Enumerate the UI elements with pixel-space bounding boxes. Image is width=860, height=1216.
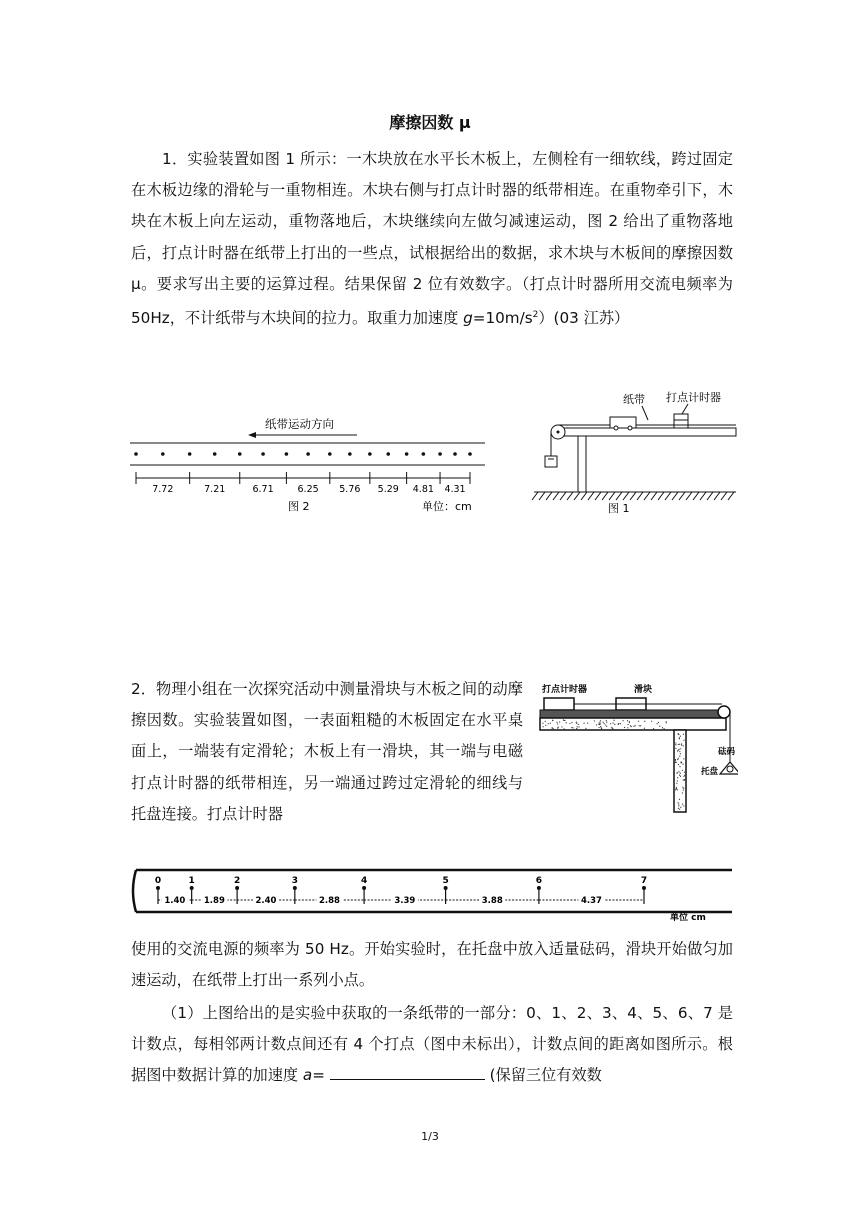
direction-arrowhead bbox=[248, 432, 256, 438]
speckle bbox=[677, 789, 678, 790]
hatch-line bbox=[595, 492, 601, 500]
timer-body bbox=[544, 698, 574, 710]
speckle bbox=[681, 743, 682, 744]
speckle bbox=[679, 744, 680, 745]
speckle bbox=[598, 724, 599, 725]
segment-dimensions bbox=[136, 472, 470, 495]
unit-label: 单位：cm bbox=[422, 500, 472, 513]
speckle bbox=[600, 723, 601, 724]
speckle bbox=[678, 771, 679, 772]
speckle bbox=[631, 726, 632, 727]
speckle bbox=[680, 748, 681, 749]
hatch-line bbox=[623, 492, 629, 500]
question-1-text: 1．实验装置如图 1 所示：一木块放在水平长木板上，左侧栓有一细软线，跨过固定在木板边缘的滑轮与一重物相连。木块右侧与打点计时器的纸带相连。在重物牵引下，木块在木板上向左运动，重物落地后，木块继续向左做匀减速运动，图 2 给出了重物落地后，打点计时器在纸带上打出的一些点，试根据给出的数据，求木块与木板间的摩擦因数 μ。要求写出主要的运算过程。结果保留 2 位有效数字。（打点计时器所用交流电频率为 50Hz，不计纸带与木块间的拉力。取重力加速度 $g=10m/s^2)(03$ 江苏） bbox=[131, 150, 733, 328]
tape-dot bbox=[213, 452, 217, 456]
figure-tape-2 bbox=[128, 864, 736, 926]
timer-body bbox=[674, 414, 688, 428]
speckle bbox=[683, 805, 684, 806]
wooden-block bbox=[610, 417, 636, 428]
block-label: 滑块 bbox=[634, 685, 653, 695]
speckle bbox=[677, 780, 678, 781]
block-wheel bbox=[628, 426, 632, 430]
speckle bbox=[677, 750, 678, 751]
tape-dot bbox=[348, 452, 352, 456]
texture-speckle bbox=[542, 719, 685, 809]
speckle bbox=[644, 721, 645, 722]
hatch-line bbox=[651, 492, 657, 500]
tape-dot bbox=[468, 452, 472, 456]
speckle bbox=[624, 727, 625, 728]
segment-value: 1.40 bbox=[164, 896, 186, 906]
speckle bbox=[564, 728, 565, 729]
tape-dot bbox=[422, 452, 426, 456]
weight-label: 砝码 bbox=[718, 747, 736, 757]
segment-value: 4.37 bbox=[580, 896, 602, 906]
speckle bbox=[678, 808, 679, 809]
speckle bbox=[572, 727, 573, 728]
hatch-line bbox=[567, 492, 573, 500]
speckle bbox=[676, 762, 677, 763]
speckle bbox=[563, 719, 564, 720]
speckle bbox=[680, 753, 681, 754]
hatch-line bbox=[560, 492, 566, 500]
speckle bbox=[627, 720, 628, 721]
count-point-dot bbox=[190, 886, 194, 890]
speckle bbox=[629, 721, 630, 722]
hatch-line bbox=[630, 492, 636, 500]
count-point-label: 1 bbox=[188, 876, 195, 886]
speckle bbox=[627, 727, 628, 728]
speckle bbox=[662, 727, 663, 728]
speckle bbox=[677, 802, 678, 803]
speckle bbox=[557, 723, 558, 724]
speckle bbox=[683, 734, 684, 735]
speckle bbox=[680, 773, 681, 774]
tape-dot bbox=[438, 452, 442, 456]
hatch-line bbox=[707, 492, 713, 500]
hatch-line bbox=[644, 492, 650, 500]
speckle bbox=[684, 779, 685, 780]
hatch-line bbox=[609, 492, 615, 500]
speckle bbox=[666, 722, 667, 723]
speckle bbox=[677, 772, 678, 773]
speckle bbox=[676, 788, 677, 789]
tape-dot bbox=[134, 452, 138, 456]
speckle bbox=[559, 721, 560, 722]
speckle bbox=[679, 799, 680, 800]
figure-1-apparatus bbox=[530, 384, 740, 518]
speckle bbox=[666, 721, 667, 722]
count-point-dot bbox=[444, 886, 448, 890]
segment-value: 2.88 bbox=[318, 896, 340, 906]
speckle bbox=[613, 722, 614, 723]
speckle bbox=[638, 721, 639, 722]
speckle bbox=[679, 775, 680, 776]
speckle bbox=[614, 724, 615, 725]
answer-blank[interactable] bbox=[330, 1061, 485, 1080]
figure-3-apparatus bbox=[538, 680, 738, 814]
speckle bbox=[633, 726, 634, 727]
speckle bbox=[678, 744, 679, 745]
tape-dot bbox=[328, 452, 332, 456]
hatch-line bbox=[602, 492, 608, 500]
tape-dot bbox=[285, 452, 289, 456]
hatch-line bbox=[693, 492, 699, 500]
speckle bbox=[644, 728, 645, 729]
hatch-line bbox=[700, 492, 706, 500]
tape-label: 纸带 bbox=[623, 393, 645, 406]
speckle bbox=[640, 725, 641, 726]
count-point-label: 0 bbox=[154, 876, 162, 886]
segment-value: 7.72 bbox=[152, 484, 174, 495]
speckle bbox=[598, 727, 599, 728]
speckle bbox=[571, 727, 572, 728]
segment-value: 2.40 bbox=[255, 896, 277, 906]
segment-value: 5.29 bbox=[377, 484, 399, 495]
segment-value: 6.25 bbox=[297, 484, 319, 495]
speckle bbox=[604, 723, 605, 724]
speckle bbox=[627, 724, 628, 725]
hatch-line bbox=[665, 492, 671, 500]
segment-value: 3.39 bbox=[394, 896, 416, 906]
speckle bbox=[681, 761, 682, 762]
speckle bbox=[679, 809, 680, 810]
table-leg bbox=[578, 436, 586, 492]
hatch-line bbox=[532, 492, 538, 500]
speckle bbox=[576, 723, 577, 724]
speckle bbox=[605, 724, 606, 725]
question-2-text-continued: 使用的交流电源的频率为 50 Hz。开始实验时，在托盘中放入适量砝码，滑块开始做匀加速运动，在纸带上打出一系列小点。 bbox=[131, 940, 733, 990]
speckle bbox=[635, 725, 636, 726]
speckle bbox=[594, 720, 595, 721]
segment-value: 5.76 bbox=[339, 484, 361, 495]
speckle bbox=[600, 720, 601, 721]
segment-value: 6.71 bbox=[252, 484, 274, 495]
speckle bbox=[599, 721, 600, 722]
speckle bbox=[678, 803, 679, 804]
tape-dots bbox=[134, 452, 472, 456]
timer-label: 打点计时器 bbox=[666, 391, 721, 404]
speckle bbox=[675, 759, 676, 760]
pulley-axle bbox=[557, 431, 560, 434]
question-2-part-1: （1）上图给出的是实验中获取的一条纸带的一部分：0、1、2、3、4、5、6、7 是计数点，每相邻两计数点间还有 4 个打点（图中未标出），计数点间的距离如图所示。根据图中数据计算的加速度 a= (保留三位有效数 bbox=[131, 1004, 733, 1085]
ground-hatching bbox=[532, 492, 734, 500]
speckle bbox=[659, 726, 660, 727]
tape-dot bbox=[386, 452, 390, 456]
speckle bbox=[676, 787, 677, 788]
speckle bbox=[683, 758, 684, 759]
speckle bbox=[677, 759, 678, 760]
speckle bbox=[620, 723, 621, 724]
speckle bbox=[675, 748, 676, 749]
speckle bbox=[548, 723, 549, 724]
speckle bbox=[677, 777, 678, 778]
hatch-line bbox=[679, 492, 685, 500]
speckle bbox=[681, 745, 682, 746]
count-point-label: 6 bbox=[535, 876, 543, 886]
speckle bbox=[587, 723, 588, 724]
question-2-text: 2．物理小组在一次探究活动中测量滑块与木板之间的动摩擦因数。实验装置如图，一表面粗糙的木板固定在水平桌面上，一端装有定滑轮；木板上有一滑块，其一端与电磁打点计时器的纸带相连，另一端通过跨过定滑轮的细线与托盘连接。打点计时器 bbox=[131, 680, 523, 823]
count-point-dot bbox=[293, 886, 297, 890]
page-number: 1/3 bbox=[421, 1130, 439, 1143]
weight-piece bbox=[727, 766, 733, 772]
table-top bbox=[540, 718, 726, 730]
speckle bbox=[551, 727, 552, 728]
speckle bbox=[613, 720, 614, 721]
speckle bbox=[679, 755, 680, 756]
count-point-label: 5 bbox=[442, 876, 449, 886]
speckle bbox=[578, 726, 579, 727]
timer-label: 打点计时器 bbox=[542, 685, 588, 695]
hatch-line bbox=[672, 492, 678, 500]
speckle bbox=[675, 742, 676, 743]
speckle bbox=[683, 779, 684, 780]
speckle bbox=[682, 792, 683, 793]
count-point-dot bbox=[642, 886, 646, 890]
tape-dot bbox=[261, 452, 265, 456]
speckle bbox=[679, 738, 680, 739]
hanging-weight bbox=[545, 456, 557, 467]
speckle bbox=[675, 789, 676, 790]
speckle bbox=[577, 726, 578, 727]
speckle bbox=[553, 728, 554, 729]
hatch-line bbox=[728, 492, 734, 500]
speckle bbox=[603, 722, 604, 723]
pulley bbox=[718, 706, 730, 718]
tape-dot bbox=[405, 452, 409, 456]
direction-label: 纸带运动方向 bbox=[265, 417, 334, 431]
tape-dot bbox=[453, 452, 457, 456]
unit-label: 单位 cm bbox=[670, 913, 706, 923]
speckle bbox=[683, 789, 684, 790]
hatch-line bbox=[714, 492, 720, 500]
speckle bbox=[618, 724, 619, 725]
count-point-dot bbox=[156, 886, 160, 890]
tray-label: 托盘 bbox=[701, 767, 719, 777]
block-wheel bbox=[614, 426, 618, 430]
hatch-line bbox=[616, 492, 622, 500]
speckle bbox=[680, 776, 681, 777]
figure-2-caption: 图 2 bbox=[288, 500, 310, 513]
speckle bbox=[680, 807, 681, 808]
wooden-board bbox=[558, 428, 736, 436]
figure-2-tape bbox=[120, 408, 490, 518]
speckle bbox=[684, 772, 685, 773]
count-point-label: 2 bbox=[233, 876, 241, 886]
count-dimensions bbox=[158, 894, 644, 906]
speckle bbox=[683, 776, 684, 777]
segment-value: 4.81 bbox=[412, 484, 434, 495]
speckle bbox=[629, 722, 630, 723]
tape-dot bbox=[188, 452, 192, 456]
speckle bbox=[556, 722, 557, 723]
speckle bbox=[678, 764, 679, 765]
speckle bbox=[542, 726, 543, 727]
speckle bbox=[682, 804, 683, 805]
speckle bbox=[612, 728, 613, 729]
tape-dot bbox=[161, 452, 165, 456]
page-title: 摩擦因数 μ bbox=[389, 113, 471, 132]
count-point-label: 7 bbox=[640, 876, 648, 886]
speckle bbox=[684, 775, 685, 776]
segment-value: 4.31 bbox=[444, 484, 466, 495]
speckle bbox=[571, 722, 572, 723]
speckle bbox=[561, 726, 562, 727]
segment-value: 1.89 bbox=[203, 896, 225, 906]
speckle bbox=[566, 722, 567, 723]
segment-value: 3.88 bbox=[481, 896, 503, 906]
count-point-dot bbox=[537, 886, 541, 890]
speckle bbox=[639, 725, 640, 726]
speckle bbox=[545, 721, 546, 722]
speckle bbox=[576, 722, 577, 723]
speckle bbox=[606, 726, 607, 727]
tape-dot bbox=[238, 452, 242, 456]
speckle bbox=[678, 805, 679, 806]
speckle bbox=[675, 744, 676, 745]
speckle bbox=[683, 788, 684, 789]
speckle bbox=[623, 720, 624, 721]
count-point-dot bbox=[362, 886, 366, 890]
speckle bbox=[583, 723, 584, 724]
speckle bbox=[557, 727, 558, 728]
hatch-line bbox=[581, 492, 587, 500]
speckle bbox=[663, 728, 664, 729]
speckle bbox=[550, 723, 551, 724]
speckle bbox=[576, 728, 577, 729]
hatch-line bbox=[637, 492, 643, 500]
speckle bbox=[606, 720, 607, 721]
speckle bbox=[552, 720, 553, 721]
speckle bbox=[682, 787, 683, 788]
hatch-line bbox=[574, 492, 580, 500]
speckle bbox=[545, 725, 546, 726]
speckle bbox=[682, 770, 683, 771]
speckle bbox=[651, 721, 652, 722]
speckle bbox=[657, 723, 658, 724]
hatch-line bbox=[686, 492, 692, 500]
speckle bbox=[680, 736, 681, 737]
timer-leader bbox=[682, 404, 688, 414]
speckle bbox=[585, 728, 586, 729]
speckle bbox=[600, 726, 601, 727]
speckle bbox=[596, 724, 597, 725]
segment-value: 7.21 bbox=[204, 484, 226, 495]
speckle bbox=[678, 749, 679, 750]
speckle bbox=[679, 751, 680, 752]
hatch-line bbox=[546, 492, 552, 500]
speckle bbox=[683, 740, 684, 741]
hatch-line bbox=[721, 492, 727, 500]
speckle bbox=[683, 745, 684, 746]
tape-dot bbox=[306, 452, 310, 456]
hatch-line bbox=[539, 492, 545, 500]
count-point-dot bbox=[235, 886, 239, 890]
speckle bbox=[653, 728, 654, 729]
hatch-line bbox=[553, 492, 559, 500]
speckle bbox=[678, 758, 679, 759]
speckle bbox=[578, 724, 579, 725]
speckle bbox=[542, 723, 543, 724]
speckle bbox=[599, 723, 600, 724]
speckle bbox=[569, 723, 570, 724]
speckle bbox=[679, 766, 680, 767]
figure-1-caption: 图 1 bbox=[608, 502, 630, 515]
speckle bbox=[601, 728, 602, 729]
tape-leader bbox=[642, 406, 648, 420]
speckle bbox=[610, 723, 611, 724]
speckle bbox=[675, 760, 676, 761]
count-point-label: 3 bbox=[291, 876, 298, 886]
speckle bbox=[658, 722, 659, 723]
tape-dot bbox=[368, 452, 372, 456]
speckle bbox=[678, 734, 679, 735]
hatch-line bbox=[658, 492, 664, 500]
hatch-line bbox=[588, 492, 594, 500]
count-point-label: 4 bbox=[360, 876, 368, 886]
speckle bbox=[676, 783, 677, 784]
speckle bbox=[682, 764, 683, 765]
rough-board bbox=[540, 710, 724, 718]
speckle bbox=[606, 722, 607, 723]
